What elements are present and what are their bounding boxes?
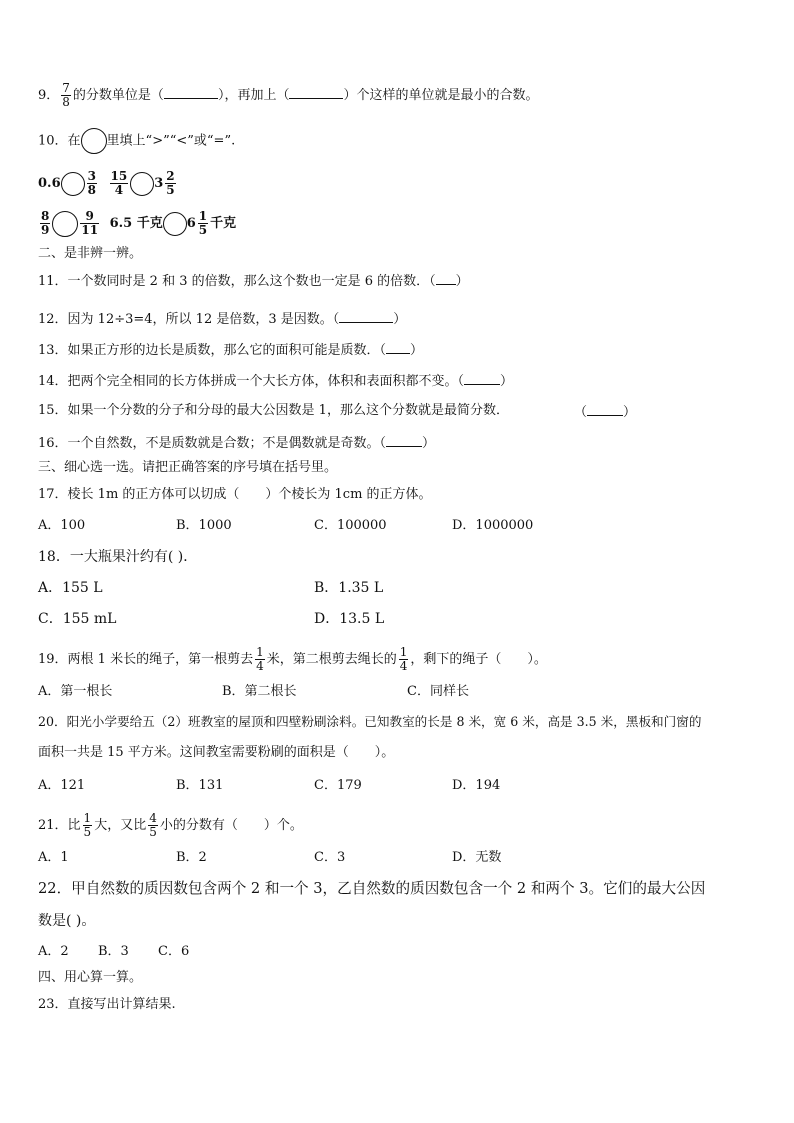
option-b[interactable]: B．第二根长: [222, 684, 297, 699]
option-d[interactable]: D．13.5 L: [314, 611, 385, 627]
option-b[interactable]: B．3: [98, 944, 129, 959]
comparison-circle[interactable]: [130, 172, 154, 196]
option-d[interactable]: D．1000000: [452, 518, 534, 533]
option-c[interactable]: C．155 mL: [38, 611, 117, 627]
option-a[interactable]: A．2: [38, 944, 69, 959]
answer-blank[interactable]: [339, 310, 393, 323]
comparison-circle[interactable]: [61, 172, 85, 196]
question-18: 18．一大瓶果汁约有( )．: [38, 549, 198, 565]
question-15: 15．如果一个分数的分子和分母的最大公因数是 1，那么这个分数就是最简分数．: [38, 403, 509, 418]
option-c[interactable]: C．同样长: [407, 684, 469, 699]
option-a[interactable]: A．155 L: [38, 580, 103, 596]
option-c[interactable]: C．179: [314, 778, 362, 793]
comparison-circle[interactable]: [163, 212, 187, 236]
option-d[interactable]: D．194: [452, 778, 501, 793]
section-4-heading: 四、用心算一算。: [38, 970, 143, 985]
answer-blank[interactable]: [164, 86, 218, 99]
question-10-row-2: $\frac{8}{9}$ $\frac{9}{11}$ 6.5 千克 6 $\frac{1}{5}$ 千克: [41, 209, 237, 237]
answer-blank[interactable]: [464, 372, 500, 385]
option-c[interactable]: C．3: [314, 850, 346, 865]
option-b[interactable]: B．131: [176, 778, 224, 793]
question-22-line-1: 22．甲自然数的质因数包含两个 2 和一个 3，乙自然数的质因数包含一个 2 和两个 3。它们的最大公因: [38, 880, 706, 897]
option-a[interactable]: A．100: [38, 518, 86, 533]
option-a[interactable]: A．1: [38, 850, 69, 865]
question-17: 17．棱长 1m 的正方体可以切成（ ）个棱长为 1cm 的正方体。: [38, 487, 432, 502]
question-21: 21．比 $\frac{1}{5}$ 大，又比 $\frac{4}{5}$ 小的分数有（ ）个。: [38, 811, 303, 839]
question-12: 12．因为 12÷3=4，所以 12 是倍数，3 是因数。（ ）: [38, 312, 407, 327]
question-16: 16．一个自然数，不是质数就是合数；不是偶数就是奇数。（ ）: [38, 436, 436, 451]
option-a[interactable]: A．121: [38, 778, 86, 793]
option-b[interactable]: B．2: [176, 850, 207, 865]
question-20-line-2: 面积一共是 15 平方米。这间教室需要粉刷的面积是（ ）。: [38, 745, 395, 760]
question-11: 11．一个数同时是 2 和 3 的倍数，那么这个数也一定是 6 的倍数．（ ）: [38, 274, 469, 289]
option-c[interactable]: C．100000: [314, 518, 387, 533]
fraction: $\frac{7}{8}$: [62, 81, 70, 109]
question-10: 10．在 里填上“>”“<”或“=”.: [38, 128, 235, 154]
comparison-circle[interactable]: [81, 128, 107, 154]
question-9: 9． $\frac{7}{8}$ 的分数单位是（ ），再加上（ ）个这样的单位就是最小的合数。: [38, 81, 539, 109]
answer-blank[interactable]: [587, 403, 623, 416]
question-22-line-2: 数是( )。: [38, 913, 96, 929]
option-c[interactable]: C．6: [158, 944, 190, 959]
answer-blank[interactable]: [436, 272, 456, 285]
question-13: 13．如果正方形的边长是质数，那么它的面积可能是质数．（ ）: [38, 343, 424, 358]
question-10-row-1: 0.6 $\frac{3}{8}$ $\frac{15}{4}$ 3 $\frac{2}{5}$: [38, 169, 175, 197]
comparison-circle[interactable]: [52, 211, 78, 237]
option-b[interactable]: B．1000: [176, 518, 232, 533]
question-20-line-1: 20．阳光小学要给五（2）班教室的屋顶和四壁粉刷涂料。已知教室的长是 8 米，宽 6 米，高是 3.5 米，黑板和门窗的: [38, 714, 702, 729]
question-14: 14．把两个完全相同的长方体拼成一个大长方体，体积和表面积都不变。（ ）: [38, 374, 514, 389]
option-b[interactable]: B．1.35 L: [314, 580, 384, 596]
section-2-heading: 二、是非辨一辨。: [38, 246, 143, 261]
answer-blank[interactable]: [289, 86, 343, 99]
question-15-answer: （ ）: [574, 405, 637, 420]
option-d[interactable]: D．无数: [452, 850, 502, 865]
answer-blank[interactable]: [386, 341, 410, 354]
question-23: 23．直接写出计算结果.: [38, 997, 176, 1012]
option-a[interactable]: A．第一根长: [38, 684, 113, 699]
answer-blank[interactable]: [386, 434, 422, 447]
section-3-heading: 三、细心选一选。请把正确答案的序号填在括号里。: [38, 460, 338, 475]
question-19: 19．两根 1 米长的绳子，第一根剪去 $\frac{1}{4}$ 米，第二根剪去绳长的 $\frac{1}{4}$ ，剩下的绳子（ ）。: [38, 645, 547, 673]
